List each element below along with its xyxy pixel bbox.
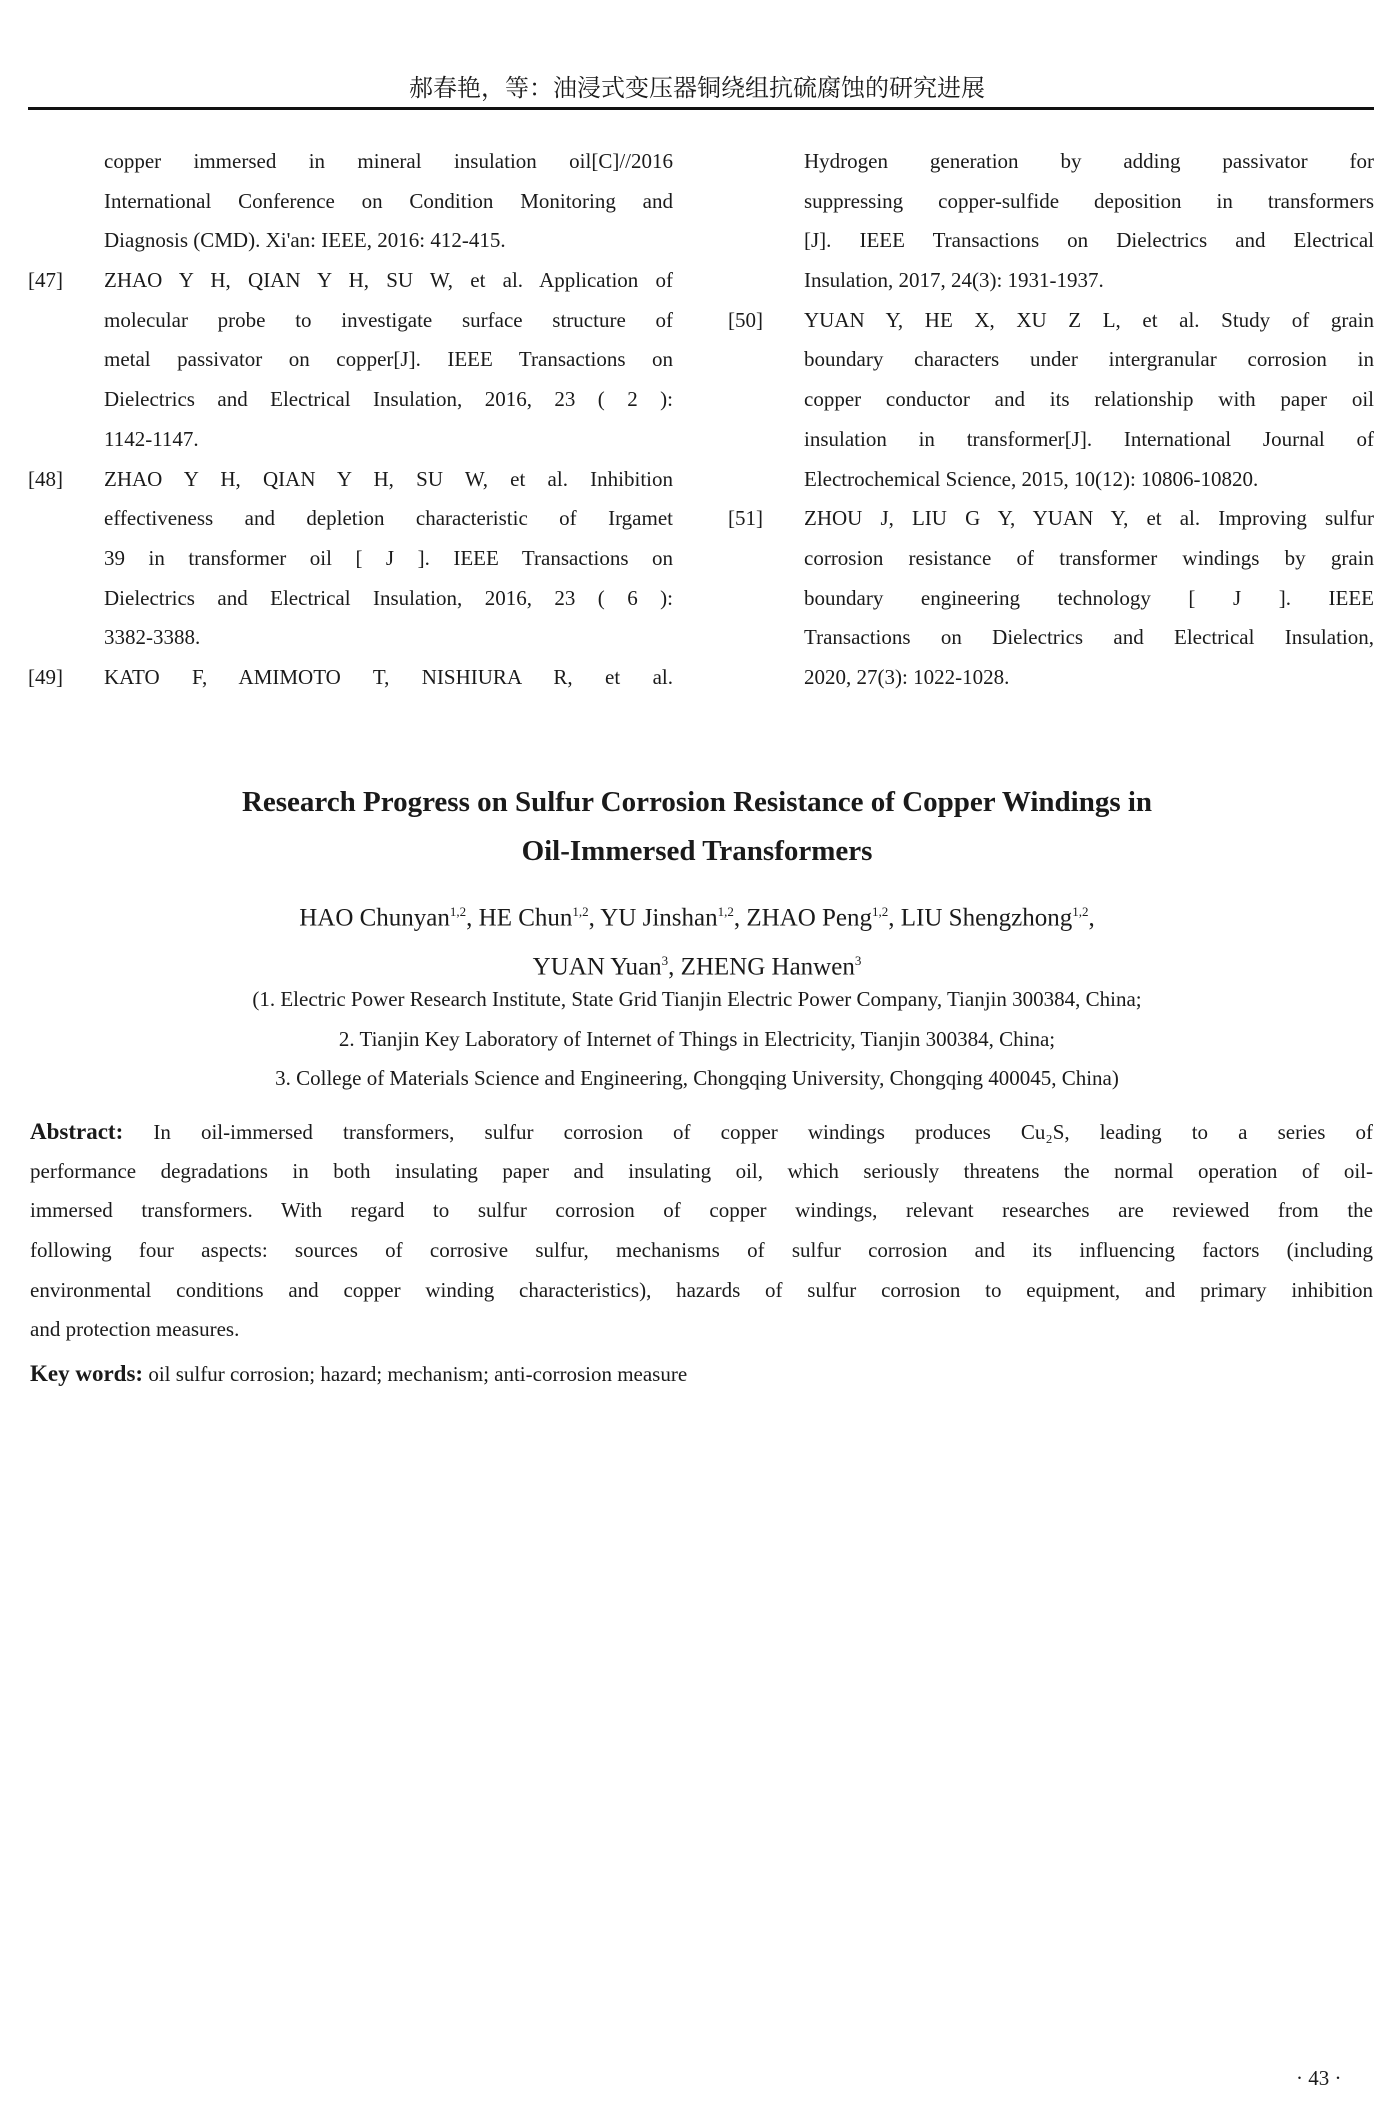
author-affiliation-mark: 1,2	[872, 904, 889, 919]
abstract-line: performance degradations in both insulating paper and insulating oil, which seriously threatens the normal operation of oil-	[30, 1158, 1373, 1183]
references-left-column	[28, 142, 673, 698]
reference-entry	[728, 142, 1374, 301]
affiliation: 2. Tianjin Key Laboratory of Internet of Things in Electricity, Tianjin 300384, China;	[338, 1026, 1056, 1051]
header-rule	[28, 107, 1374, 110]
reference-line: Dielectrics and Electrical Insulation, 2016, 23 ( 2 ):	[104, 387, 673, 412]
reference-entry	[28, 142, 673, 261]
authors-line-1: HAO Chunyan$^{1,2}$, HE Chun$^{1,2}$, YU Jinshan$^{1,2}$, ZHAO Peng$^{1,2}$, LIU Shengzhong$^{1,2}$,	[299, 904, 1095, 932]
reference-number: [48]	[28, 466, 63, 491]
reference-line: boundary engineering technology [ J ]. IEEE	[804, 585, 1374, 610]
reference-line: boundary characters under intergranular corrosion in	[804, 347, 1374, 372]
reference-line: effectiveness and depletion characteristic of Irgamet	[104, 506, 673, 531]
title-line: Oil-Immersed Transformers	[521, 835, 873, 867]
author-name: HE Chun	[478, 904, 573, 932]
reference-line: 2020, 27(3): 1022-1028.	[804, 664, 1010, 689]
references-right-column	[728, 142, 1374, 698]
abstract-line	[30, 1112, 1373, 1152]
author-list	[0, 890, 1394, 989]
reference-line: ZHAO Y H, QIAN Y H, SU W, et al. Application of	[104, 268, 673, 293]
reference-line: suppressing copper-sulfide deposition in transformers	[804, 188, 1374, 213]
authors-line-2: YUAN Yuan$^3$, ZHENG Hanwen$^3$	[532, 953, 862, 981]
abstract-line: immersed transformers. With regard to sulfur corrosion of copper windings, relevant researches are reviewed from the	[30, 1198, 1373, 1223]
affiliations	[0, 980, 1394, 1099]
author-affiliation-mark: 1,2	[717, 904, 734, 919]
reference-line: Dielectrics and Electrical Insulation, 2016, 23 ( 6 ):	[104, 585, 673, 610]
reference-entry	[28, 261, 673, 459]
reference-line: molecular probe to investigate surface structure of	[104, 307, 673, 332]
reference-line: [J]. IEEE Transactions on Dielectrics and Electrical	[804, 228, 1374, 253]
reference-line: ZHAO Y H, QIAN Y H, SU W, et al. Inhibition	[104, 466, 673, 491]
reference-number: [49]	[28, 664, 63, 689]
reference-line: ZHOU J, LIU G Y, YUAN Y, et al. Improving sulfur	[804, 506, 1374, 531]
author-affiliation-mark: 1,2	[1072, 904, 1089, 919]
affiliation: 3. College of Materials Science and Engineering, Chongqing University, Chongqing 400045, China)	[275, 1066, 1119, 1090]
reference-number: [51]	[728, 506, 763, 531]
abstract	[30, 1112, 1373, 1350]
page-number: · 43 ·	[1296, 2066, 1342, 2090]
reference-entry	[28, 658, 673, 698]
reference-number: [47]	[28, 268, 63, 293]
reference-number: [50]	[728, 307, 763, 332]
running-header: 郝春艳，等：油浸式变压器铜绕组抗硫腐蚀的研究进展	[409, 74, 985, 102]
abstract-line: following four aspects: sources of corrosive sulfur, mechanisms of sulfur corrosion and its influencing factors (including	[30, 1238, 1373, 1263]
reference-line: Transactions on Dielectrics and Electrical Insulation,	[804, 625, 1374, 650]
author-affiliation-mark: 1,2	[449, 904, 467, 919]
reference-line: corrosion resistance of transformer windings by grain	[804, 545, 1374, 570]
abstract-text: In oil-immersed transformers, sulfur corrosion of copper windings produces Cu₂S, leading to a series of	[153, 1120, 1373, 1144]
reference-entry	[28, 460, 673, 658]
abstract-label: Abstract:	[30, 1119, 124, 1144]
abstract-line: environmental conditions and copper winding characteristics), hazards of sulfur corrosion to equipment, and primary inhibition	[30, 1277, 1373, 1302]
keywords-label: Key words:	[30, 1361, 144, 1386]
keywords	[30, 1354, 687, 1395]
author-affiliation-mark: 1,2	[572, 904, 589, 919]
author-name: LIU Shengzhong	[900, 904, 1073, 932]
author-affiliation-mark: 3	[854, 953, 862, 969]
reference-line: metal passivator on copper[J]. IEEE Transactions on	[104, 347, 673, 372]
reference-line: 1142-1147.	[104, 426, 199, 451]
author-name: HAO Chunyan	[299, 904, 450, 932]
reference-entry	[728, 499, 1374, 697]
reference-line: KATO F, AMIMOTO T, NISHIURA R, et al.	[104, 664, 673, 689]
reference-line: copper conductor and its relationship with paper oil	[804, 387, 1374, 412]
reference-entry	[728, 301, 1374, 499]
reference-line: 3382-3388.	[104, 625, 201, 650]
reference-line: insulation in transformer[J]. International Journal of	[804, 426, 1374, 451]
reference-line: YUAN Y, HE X, XU Z L, et al. Study of grain	[804, 307, 1374, 332]
abstract-line: and protection measures.	[30, 1317, 240, 1342]
article-title	[0, 778, 1394, 876]
title-line: Research Progress on Sulfur Corrosion Resistance of Copper Windings in	[241, 786, 1153, 818]
author-affiliation-mark: 3	[661, 953, 669, 969]
author-name: ZHENG Hanwen	[680, 953, 855, 981]
reference-line: 39 in transformer oil [ J ]. IEEE Transactions on	[104, 545, 673, 570]
reference-line: copper immersed in mineral insulation oil[C]//2016	[104, 149, 673, 173]
reference-line: Insulation, 2017, 24(3): 1931-1937.	[804, 268, 1104, 293]
reference-line: Hydrogen generation by adding passivator for	[804, 149, 1374, 173]
author-name: YUAN Yuan	[532, 953, 662, 981]
author-name: YU Jinshan	[600, 904, 718, 932]
reference-line: International Conference on Condition Monitoring and	[104, 188, 673, 213]
author-name: ZHAO Peng	[746, 904, 873, 932]
reference-line: Diagnosis (CMD). Xi'an: IEEE, 2016: 412-415.	[104, 228, 506, 253]
keywords-text: oil sulfur corrosion; hazard; mechanism; anti-corrosion measure	[148, 1362, 688, 1386]
reference-line: Electrochemical Science, 2015, 10(12): 10806-10820.	[804, 466, 1259, 491]
affiliation: (1. Electric Power Research Institute, State Grid Tianjin Electric Power Company, Tianjin 300384, China;	[252, 987, 1142, 1011]
